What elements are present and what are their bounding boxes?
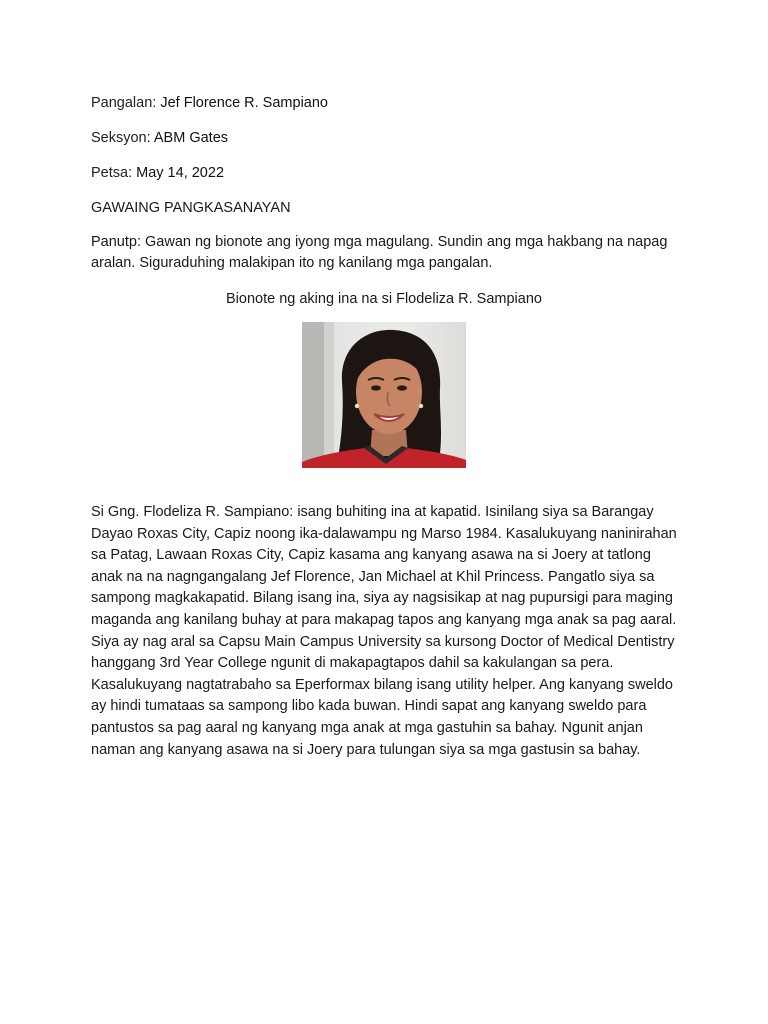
activity-heading: GAWAING PANGKASANAYAN bbox=[91, 200, 291, 216]
instructions-text: Gawan ng bionote ang iyong mga magulang. Sundin ang mga hakbang na napag aralan. Siguraduhing malakipan ito ng kanilang mga pangalan. bbox=[91, 234, 668, 271]
section-field bbox=[91, 128, 228, 149]
date-value: May 14, 2022 bbox=[136, 165, 225, 181]
date-label: Petsa: bbox=[91, 165, 137, 181]
portrait-photo bbox=[302, 322, 466, 468]
section-label: Seksyon: bbox=[91, 130, 154, 146]
name-label: Pangalan: bbox=[91, 95, 161, 111]
instructions-label: Panutp: bbox=[91, 234, 146, 250]
name-field bbox=[91, 93, 328, 114]
portrait-illustration bbox=[302, 322, 466, 468]
date-field bbox=[91, 163, 224, 184]
photo-caption: Bionote ng aking ina na si Flodeliza R. Sampiano bbox=[226, 291, 542, 307]
name-value: Jef Florence R. Sampiano bbox=[160, 95, 328, 111]
biography-paragraph: Si Gng. Flodeliza R. Sampiano: isang buhiting ina at kapatid. Isinilang siya sa Barangay Dayao Roxas City, Capiz noong ika-dalawampu ng Marso 1984. Kasalukuyang naninirahan sa Patag, Lawaan Roxas City, Capiz kasama ang kanyang asawa na si Joery at tatlong anak na na nagngangalang Jef Florence, Jan Michael at Khil Princess. Pangatlo siya sa sampong magkakapatid. Bilang isang ina, siya ay nagsisikap at nag pupursigi para maging maganda ang kanilang buhay at para makapag tapos ang kanyang mga anak sa pag aaral. Siya ay nag aral sa Capsu Main Campus University sa kursong Doctor of Medical Dentistry hanggang 3rd Year College ngunit di makapagtapos dahil sa kakulangan sa pera. Kasalukuyang nagtatrabaho sa Eperformax bilang isang utility helper. Ang kanyang sweldo ay hindi tumataas sa sampong libo kada buwan. Hindi sapat ang kanyang sweldo para pantustos sa pag aaral ng kanyang mga anak at mga gastuhin sa bahay. Ngunit anjan naman ang kanyang asawa na si Joery para tulungan siya sa mga gastusin sa bahay. bbox=[91, 504, 677, 758]
section-value: ABM Gates bbox=[153, 130, 229, 146]
instructions-paragraph bbox=[91, 232, 681, 274]
